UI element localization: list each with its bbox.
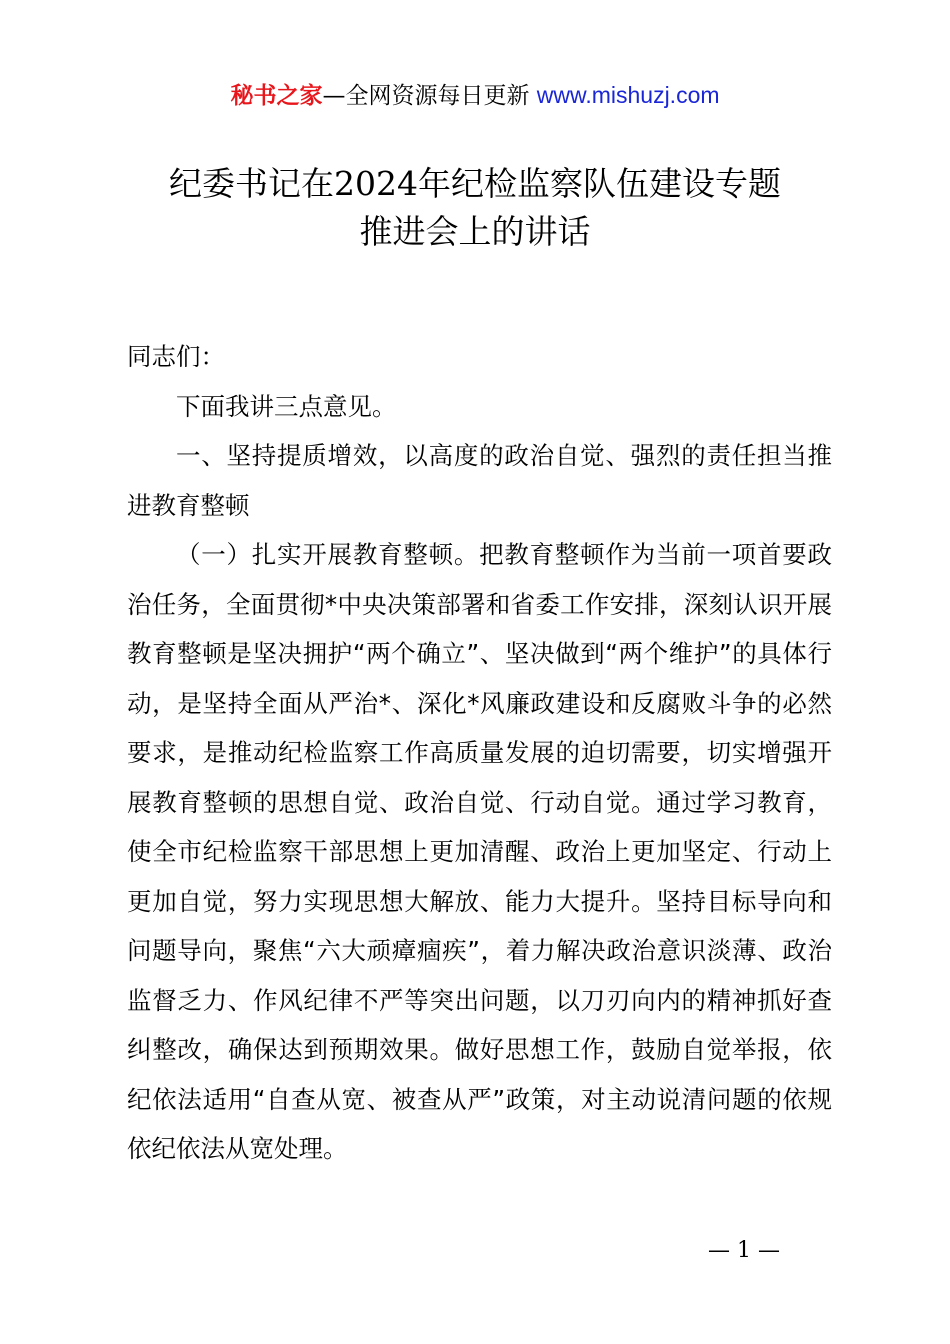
document-title-line-2: 推进会上的讲话 (359, 212, 591, 251)
document-title-line-1: 纪委书记在2024年纪检监察队伍建设专题 (169, 164, 781, 203)
body-paragraph-1: （一）扎实开展教育整顿。把教育整顿作为当前一项首要政治任务，全面贯彻*中央决策部署和省委工作安排，深刻认识开展教育整顿是坚决拥护“两个确立”、坚决做到“两个维护”的具体行动，是坚持全面从严治*、深化*风廉政建设和反腐败斗争的必然要求，是推动纪检监察工作高质量发展的迫切需要，切实增强开展教育整顿的思想自觉、政治自觉、行动自觉。通过学习教育，使全市纪检监察干部思想上更加清醒、政治上更加坚定、行动上更加自觉，努力实现思想大解放、能力大提升。坚持目标导向和问题导向，聚焦“六大顽瘴痼疾”，着力解决政治意识淡薄、政治监督乏力、作风纪律不严等突出问题，以刀刃向内的精神抓好查纠整改，确保达到预期效果。做好思想工作，鼓励自觉举报，依纪依法适用“自查从宽、被查从严”政策，对主动说清问题的依规依纪依法从宽处理。 (127, 540, 832, 1163)
document-title (0, 160, 950, 256)
page-number: — 1 — (708, 1238, 780, 1263)
site-brand: 秘书之家 (230, 83, 323, 109)
site-header (0, 78, 950, 113)
site-url-link[interactable]: www.mishuzj.com (536, 82, 720, 108)
section-heading-1: 一、坚持提质增效，以高度的政治自觉、强烈的责任担当推进教育整顿 (127, 441, 832, 520)
salutation: 同志们： (127, 342, 225, 371)
intro-paragraph: 下面我讲三点意见。 (176, 391, 397, 421)
document-body (127, 332, 832, 1174)
site-tagline: —全网资源每日更新 (322, 83, 530, 109)
